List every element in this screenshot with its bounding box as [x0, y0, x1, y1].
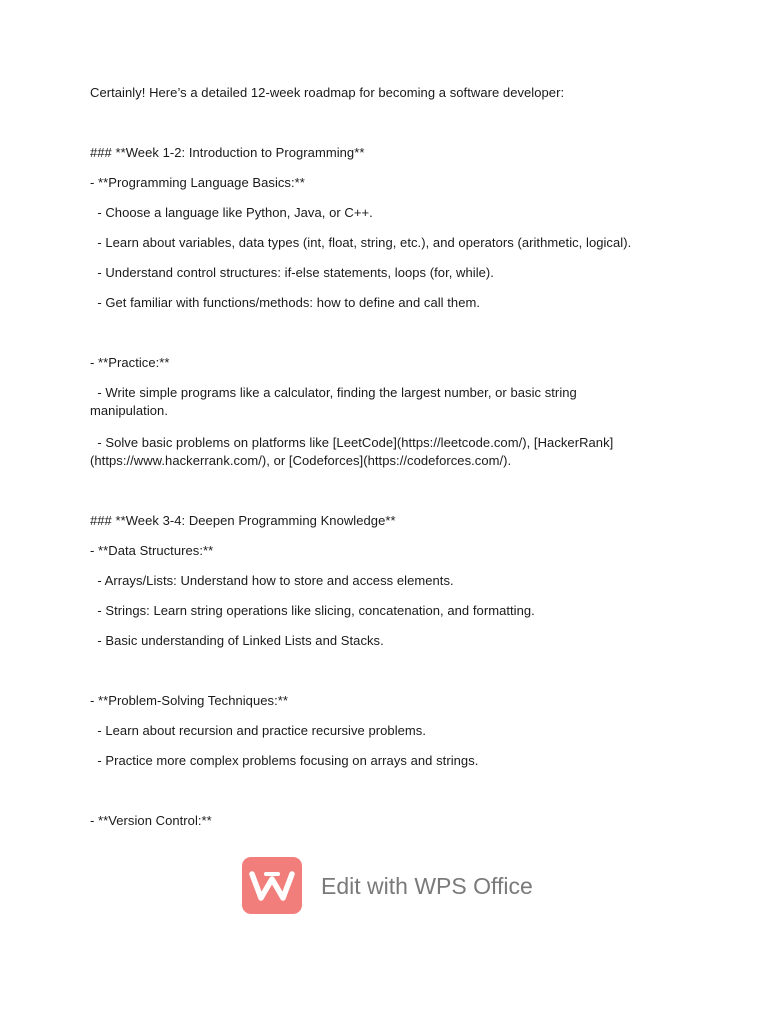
list-subitem: - Basic understanding of Linked Lists and Stacks. — [90, 633, 384, 648]
list-subitem: - Arrays/Lists: Understand how to store and access elements. — [90, 573, 454, 588]
list-subitem: - Learn about variables, data types (int, float, string, etc.), and operators (arithmetic, logical). — [90, 235, 632, 250]
list-subitem: - Strings: Learn string operations like slicing, concatenation, and formatting. — [90, 603, 535, 618]
list-item-language-basics: - **Programming Language Basics:** — [90, 175, 305, 190]
wps-logo-icon — [242, 857, 302, 914]
list-item-version-control: - **Version Control:** — [90, 813, 212, 828]
section-heading-week-3-4: ### **Week 3-4: Deepen Programming Knowledge** — [90, 513, 396, 528]
list-subitem: - Choose a language like Python, Java, or C++. — [90, 205, 373, 220]
wps-w-glyph-icon — [249, 870, 295, 902]
list-subitem: - Write simple programs like a calculator, finding the largest number, or basic string manipulation. — [90, 385, 581, 418]
list-subitem: - Practice more complex problems focusing on arrays and strings. — [90, 753, 479, 768]
section-heading-week-1-2: ### **Week 1-2: Introduction to Programming** — [90, 145, 365, 160]
list-item-data-structures: - **Data Structures:** — [90, 543, 214, 558]
list-item-practice: - **Practice:** — [90, 355, 170, 370]
list-subitem: - Learn about recursion and practice recursive problems. — [90, 723, 427, 738]
wps-watermark-text: Edit with WPS Office — [321, 873, 533, 899]
list-item-problem-solving: - **Problem-Solving Techniques:** — [90, 693, 288, 708]
list-subitem: - Solve basic problems on platforms like [LeetCode](https://leetcode.com/), [HackerRank](https://www.hackerrank.com/), or [Codeforces](https://codeforces.com/). — [90, 435, 614, 468]
list-subitem: - Understand control structures: if-else statements, loops (for, while). — [90, 265, 494, 280]
intro-line: Certainly! Here’s a detailed 12-week roadmap for becoming a software developer: — [90, 85, 565, 100]
list-subitem: - Get familiar with functions/methods: how to define and call them. — [90, 295, 481, 310]
